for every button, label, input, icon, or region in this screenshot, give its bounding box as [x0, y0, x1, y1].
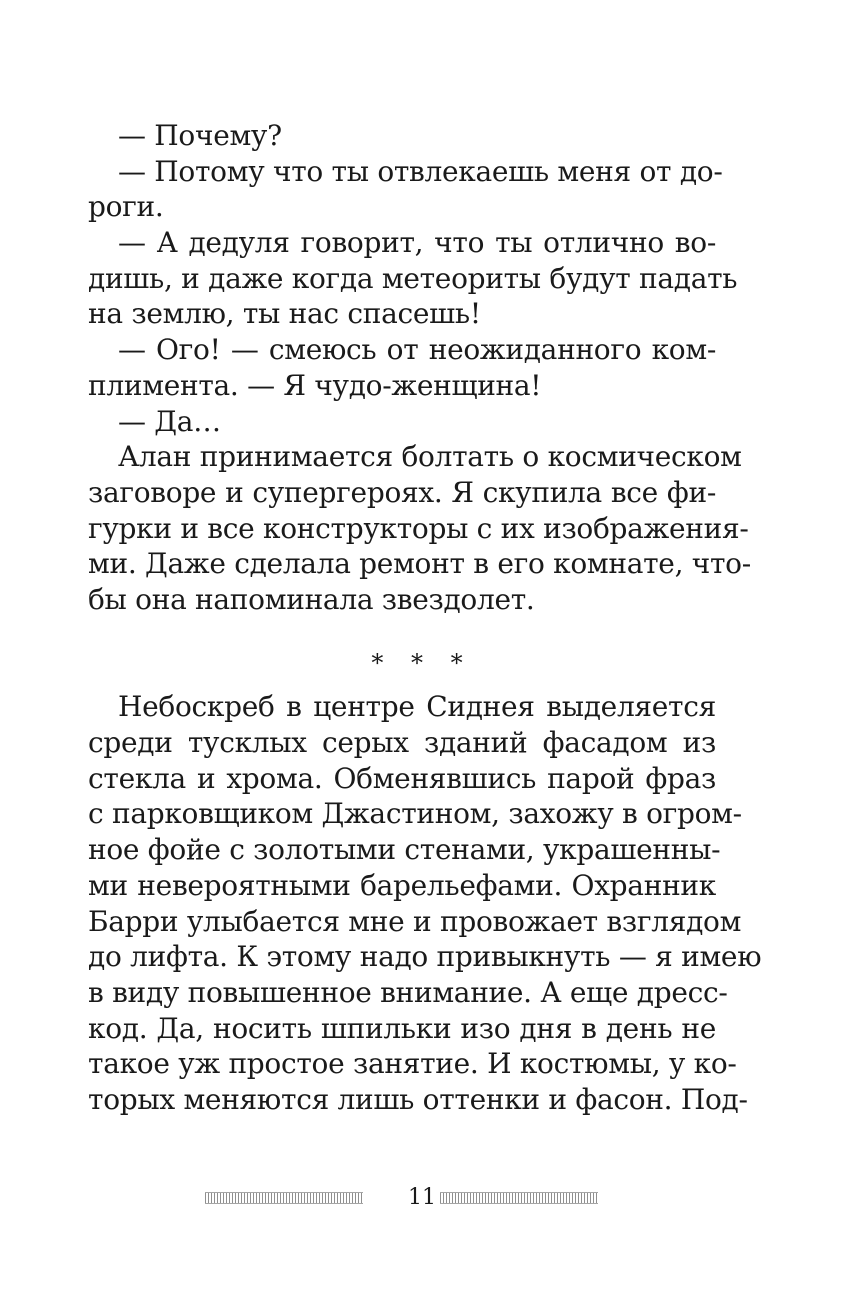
text-line: с парковщиком Джастином, захожу в огром-	[88, 797, 742, 830]
text-line: гурки и все конструкторы с их изображения-	[88, 512, 749, 545]
text-line: бы она напоминала звездолет.	[88, 583, 535, 616]
text-line: — Ого! — смеюсь от неожиданного ком-	[118, 333, 716, 366]
text-line: роги.	[88, 190, 164, 223]
text-line: ми невероятными барельефами. Охранник	[88, 869, 716, 902]
text-line: код. Да, носить шпильки изо дня в день не	[88, 1012, 716, 1045]
text-line: плимента. — Я чудо-женщина!	[88, 369, 542, 402]
text-line: стекла и хрома. Обменявшись парой фраз	[88, 762, 716, 795]
text-line: — Да…	[118, 405, 221, 438]
text-line: в виду повышенное внимание. А еще дресс-	[88, 976, 728, 1009]
footer-ornament-right	[440, 1192, 598, 1204]
page-number: 11	[408, 1185, 436, 1210]
text-line: на землю, ты нас спасешь!	[88, 297, 481, 330]
text-line: Алан принимается болтать о космическом	[118, 440, 742, 473]
text-line: — Потому что ты отвлекаешь меня от до-	[118, 155, 723, 188]
text-line: — Почему?	[118, 119, 282, 152]
text-line: среди тусклых серых зданий фасадом из	[88, 726, 716, 759]
text-line: торых меняются лишь оттенки и фасон. Под-	[88, 1083, 748, 1116]
text-line: заговоре и супергероях. Я скупила все фи-	[88, 476, 716, 509]
text-line: Барри улыбается мне и провожает взглядом	[88, 905, 742, 938]
text-line: ми. Даже сделала ремонт в его комнате, что-	[88, 547, 751, 580]
text-line: ное фойе с золотыми стенами, украшенны-	[88, 833, 721, 866]
text-line: Небоскреб в центре Сиднея выделяется	[118, 690, 716, 723]
section-separator: * * *	[371, 649, 473, 677]
text-line: до лифта. К этому надо привыкнуть — я имею	[88, 940, 762, 973]
text-line: такое уж простое занятие. И костюмы, у ко-	[88, 1047, 737, 1080]
page-footer	[0, 1184, 844, 1214]
text-line: — А дедуля говорит, что ты отлично во-	[118, 226, 716, 259]
text-line: дишь, и даже когда метеориты будут падать	[88, 262, 738, 295]
